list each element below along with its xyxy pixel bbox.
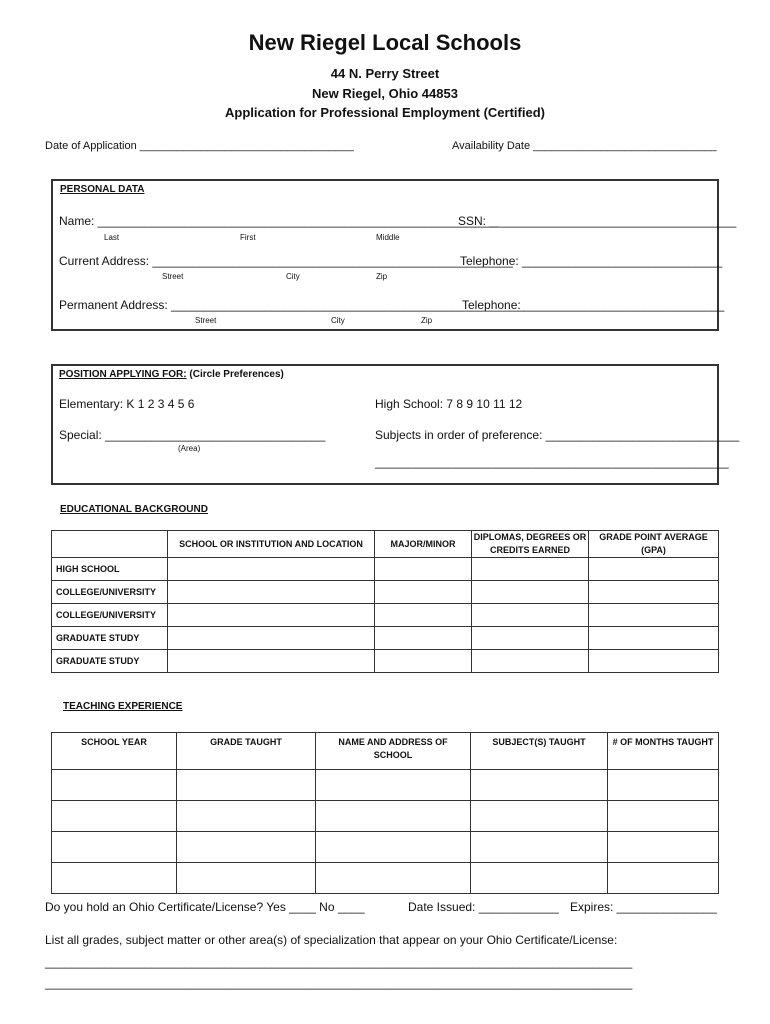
education-cell[interactable]: [589, 581, 719, 604]
current-sub-zip: Zip: [376, 272, 388, 281]
education-cell[interactable]: [472, 581, 589, 604]
current-sub-street: Street: [162, 272, 184, 281]
perm-sub-city: City: [331, 316, 345, 325]
teaching-cell[interactable]: [608, 832, 719, 863]
education-row-label: HIGH SCHOOL: [52, 558, 168, 581]
teaching-cell[interactable]: [316, 863, 471, 894]
permanent-address-field[interactable]: Permanent Address: _____________________________________________________: [59, 298, 525, 312]
school-title: New Riegel Local Schools: [248, 30, 522, 55]
position-heading-note: (Circle Preferences): [189, 369, 284, 380]
education-cell[interactable]: [589, 604, 719, 627]
current-telephone-field[interactable]: Telephone: ______________________________: [460, 254, 723, 268]
teaching-cell[interactable]: [608, 801, 719, 832]
name-sub-first: First: [240, 233, 256, 242]
education-cell[interactable]: [589, 627, 719, 650]
teaching-cell[interactable]: [471, 801, 608, 832]
education-cell[interactable]: [168, 627, 375, 650]
subjects-preference-line2[interactable]: _____________________________________________________: [375, 455, 729, 469]
form-title: Application for Professional Employment (Certified): [225, 105, 545, 120]
education-row-label: GRADUATE STUDY: [52, 650, 168, 673]
perm-sub-zip: Zip: [421, 316, 433, 325]
specialization-line-1[interactable]: ________________________________________________________________________________________: [45, 955, 633, 969]
teaching-table: [51, 732, 719, 894]
name-sub-middle: Middle: [376, 233, 400, 242]
education-table: [51, 530, 719, 673]
table-row: [52, 581, 719, 604]
personal-data-heading: PERSONAL DATA: [60, 184, 145, 195]
table-row: [52, 558, 719, 581]
education-col-major: MAJOR/MINOR: [375, 531, 472, 558]
date-of-application-field[interactable]: Date of Application ___________________________________: [45, 140, 354, 152]
date-issued-field[interactable]: Date Issued: ____________: [408, 900, 559, 914]
position-heading-wrap: [59, 369, 284, 380]
ssn-field[interactable]: SSN: _____________________________________: [458, 214, 737, 228]
table-row: [52, 650, 719, 673]
subjects-preference-field[interactable]: Subjects in order of preference: _____________________________: [375, 428, 740, 442]
school-street: 44 N. Perry Street: [330, 66, 440, 81]
education-cell[interactable]: [472, 627, 589, 650]
table-row: [52, 801, 719, 832]
specialization-line-2[interactable]: ________________________________________________________________________________________: [45, 976, 633, 990]
education-blank-corner: [52, 531, 168, 558]
education-row-label: COLLEGE/UNIVERSITY: [52, 581, 168, 604]
education-row-label: COLLEGE/UNIVERSITY: [52, 604, 168, 627]
teaching-cell[interactable]: [316, 770, 471, 801]
teaching-col-year: SCHOOL YEAR: [52, 733, 177, 770]
education-cell[interactable]: [375, 627, 472, 650]
teaching-cell[interactable]: [177, 770, 316, 801]
education-cell[interactable]: [589, 558, 719, 581]
perm-sub-street: Street: [195, 316, 217, 325]
name-field[interactable]: Name: ____________________________________________________________: [59, 214, 499, 228]
teaching-cell[interactable]: [52, 863, 177, 894]
teaching-cell[interactable]: [52, 832, 177, 863]
teaching-col-subjects: SUBJECT(S) TAUGHT: [471, 733, 608, 770]
education-cell[interactable]: [168, 558, 375, 581]
specialization-prompt: List all grades, subject matter or other area(s) of specialization that appear on your Ohio Certificate/License:: [45, 933, 618, 947]
availability-date-field[interactable]: Availability Date ______________________________: [452, 140, 717, 152]
education-row-label: GRADUATE STUDY: [52, 627, 168, 650]
teaching-col-grade: GRADE TAUGHT: [177, 733, 316, 770]
name-sub-last: Last: [104, 233, 120, 242]
teaching-cell[interactable]: [471, 863, 608, 894]
teaching-cell[interactable]: [608, 770, 719, 801]
expires-field[interactable]: Expires: _______________: [570, 900, 717, 914]
table-row: [52, 863, 719, 894]
special-area-field[interactable]: Special: _________________________________: [59, 428, 326, 442]
education-col-diplomas: DIPLOMAS, DEGREES OR CREDITS EARNED: [472, 531, 589, 558]
education-heading: EDUCATIONAL BACKGROUND: [60, 504, 208, 515]
high-school-grades[interactable]: High School: 7 8 9 10 11 12: [375, 397, 523, 411]
position-heading: POSITION APPLYING FOR:: [59, 369, 187, 380]
elementary-grades[interactable]: Elementary: K 1 2 3 4 5 6: [59, 397, 195, 411]
current-sub-city: City: [286, 272, 300, 281]
education-cell[interactable]: [168, 581, 375, 604]
education-cell[interactable]: [472, 604, 589, 627]
education-cell[interactable]: [589, 650, 719, 673]
education-cell[interactable]: [375, 558, 472, 581]
education-cell[interactable]: [168, 650, 375, 673]
teaching-heading: TEACHING EXPERIENCE: [63, 701, 183, 712]
ohio-certificate-question[interactable]: Do you hold an Ohio Certificate/License? Yes ____ No ____: [45, 900, 365, 914]
teaching-col-months: # OF MONTHS TAUGHT: [608, 733, 719, 770]
special-area-sub: (Area): [178, 444, 201, 453]
teaching-cell[interactable]: [177, 863, 316, 894]
permanent-telephone-field[interactable]: Telephone: ______________________________: [462, 298, 725, 312]
education-col-school: SCHOOL OR INSTITUTION AND LOCATION: [168, 531, 375, 558]
education-cell[interactable]: [375, 650, 472, 673]
table-row: [52, 627, 719, 650]
teaching-col-school: NAME AND ADDRESS OF SCHOOL: [316, 733, 471, 770]
education-cell[interactable]: [168, 604, 375, 627]
education-cell[interactable]: [375, 581, 472, 604]
education-cell[interactable]: [375, 604, 472, 627]
teaching-cell[interactable]: [52, 770, 177, 801]
table-row: [52, 604, 719, 627]
table-row: [52, 770, 719, 801]
teaching-cell[interactable]: [316, 832, 471, 863]
table-row: [52, 832, 719, 863]
teaching-cell[interactable]: [177, 832, 316, 863]
school-city: New Riegel, Ohio 44853: [312, 86, 458, 101]
education-cell[interactable]: [472, 650, 589, 673]
teaching-cell[interactable]: [316, 801, 471, 832]
education-col-gpa: GRADE POINT AVERAGE (GPA): [589, 531, 719, 558]
teaching-cell[interactable]: [608, 863, 719, 894]
teaching-cell[interactable]: [52, 801, 177, 832]
education-cell[interactable]: [472, 558, 589, 581]
teaching-header-row: [52, 733, 719, 770]
current-address-field[interactable]: Current Address: ______________________________________________________: [59, 254, 513, 268]
education-header-row: [52, 531, 719, 558]
teaching-cell[interactable]: [471, 832, 608, 863]
teaching-cell[interactable]: [471, 770, 608, 801]
teaching-cell[interactable]: [177, 801, 316, 832]
